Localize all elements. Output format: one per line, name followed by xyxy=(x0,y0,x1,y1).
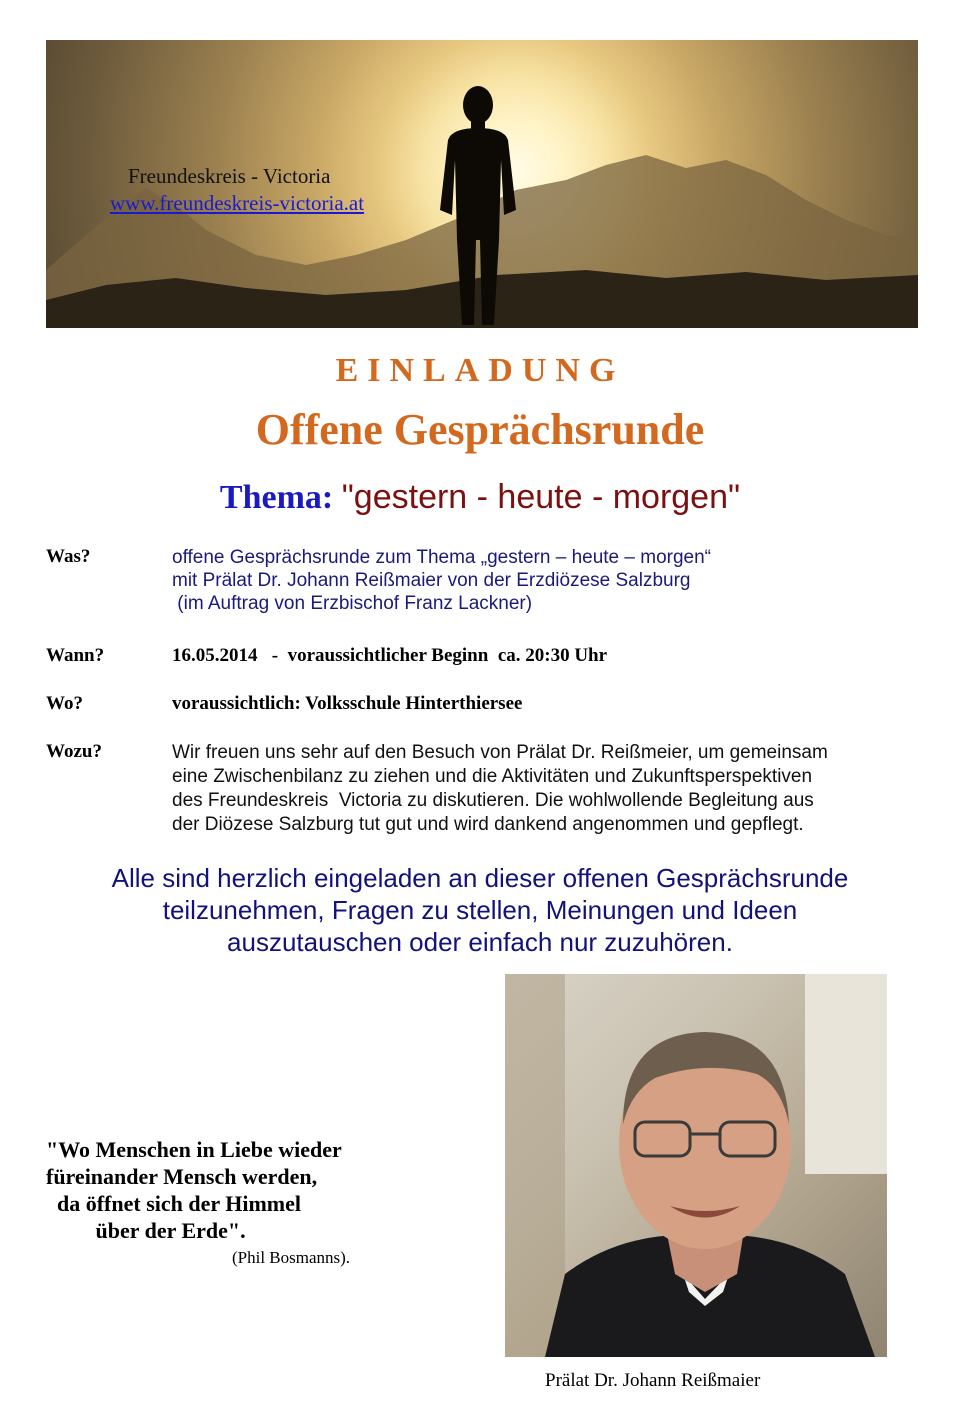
invitation-line: auszutauschen oder einfach nur zuzuhören. xyxy=(227,927,733,957)
invitation-line: Alle sind herzlich eingeladen an dieser offenen Gesprächsrunde xyxy=(111,863,849,893)
wozu-line: eine Zwischenbilanz zu ziehen und die Aktivitäten und Zukunftsperspektiven xyxy=(172,766,813,787)
website-link[interactable]: www.freundeskreis-victoria.at xyxy=(110,191,365,215)
quote-line: "Wo Menschen in Liebe wieder xyxy=(46,1137,342,1162)
quote-author: (Phil Bosmanns). xyxy=(232,1248,351,1267)
was-line: offene Gesprächsrunde zum Thema „gestern – heute – morgen“ xyxy=(172,547,711,568)
quote-block xyxy=(46,1136,342,1244)
was-line: mit Prälat Dr. Johann Reißmaier von der Erzdiözese Salzburg xyxy=(172,570,691,591)
quote-line: über der Erde". xyxy=(46,1218,246,1243)
photo-caption: Prälat Dr. Johann Reißmaier xyxy=(545,1370,761,1391)
wann-value: 16.05.2014 - voraussichtlicher Beginn ca. 20:30 Uhr xyxy=(172,645,608,666)
portrait-image xyxy=(505,974,887,1357)
header-banner xyxy=(46,40,918,328)
wozu-text xyxy=(172,741,828,837)
was-text xyxy=(172,546,711,615)
page-title: Offene Gesprächsrunde xyxy=(255,405,705,454)
wo-value: voraussichtlich: Volksschule Hinterthiersee xyxy=(172,693,523,714)
portrait-photo xyxy=(505,974,887,1357)
wozu-line: des Freundeskreis Victoria zu diskutieren. Die wohlwollende Begleitung aus xyxy=(172,790,814,811)
wo-label: Wo? xyxy=(46,693,83,714)
theme-heading xyxy=(0,478,960,517)
wozu-line: Wir freuen uns sehr auf den Besuch von Prälat Dr. Reißmeier, um gemeinsam xyxy=(172,742,828,763)
invitation-line: teilzunehmen, Fragen zu stellen, Meinungen und Ideen xyxy=(162,895,798,925)
invitation-kicker: EINLADUNG xyxy=(335,352,625,389)
wozu-line: der Diözese Salzburg tut gut und wird dankend angenommen und gepflegt. xyxy=(172,814,804,835)
quote-line: da öffnet sich der Himmel xyxy=(46,1191,302,1216)
theme-value: "gestern - heute - morgen" xyxy=(341,478,741,516)
quote-line: füreinander Mensch werden, xyxy=(46,1164,318,1189)
was-label: Was? xyxy=(46,546,91,567)
wozu-label: Wozu? xyxy=(46,741,102,762)
wann-label: Wann? xyxy=(46,645,105,666)
invitation-text xyxy=(40,862,920,958)
org-name: Freundeskreis - Victoria xyxy=(128,164,331,188)
theme-label: Thema: xyxy=(219,479,334,516)
was-line: (im Auftrag von Erzbischof Franz Lackner) xyxy=(172,593,533,614)
